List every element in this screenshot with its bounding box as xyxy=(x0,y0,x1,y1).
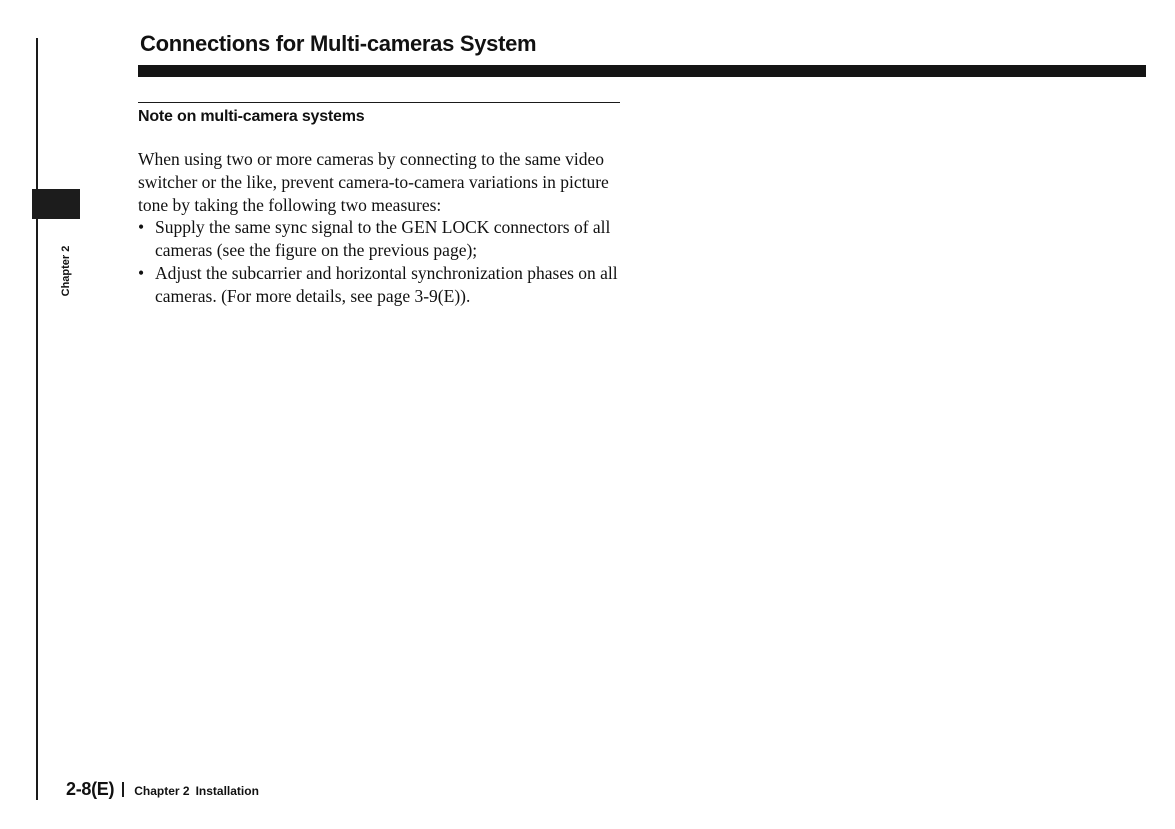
list-item: • Adjust the subcarrier and horizontal synchronization phases on all cameras. (For more details, see page 3-9(E)). xyxy=(138,262,628,308)
chapter-tab-marker xyxy=(32,189,80,219)
section-body xyxy=(138,148,628,308)
page-number: 2-8(E) xyxy=(66,779,115,799)
chapter-side-label: Chapter 2 xyxy=(60,245,72,297)
footer-separator xyxy=(122,782,124,797)
margin-line xyxy=(36,38,38,800)
page-footer xyxy=(66,779,259,800)
measures-list xyxy=(138,216,628,307)
title-bar xyxy=(138,65,1146,77)
footer-section: Installation xyxy=(195,784,259,798)
section-heading: Note on multi-camera systems xyxy=(138,108,365,125)
intro-paragraph: When using two or more cameras by connecting to the same video switcher or the like, prevent camera-to-camera variations in picture tone by taking the following two measures: xyxy=(138,149,609,215)
list-item: • Supply the same sync signal to the GEN LOCK connectors of all cameras (see the figure on the previous page); xyxy=(138,216,628,262)
page-title: Connections for Multi-cameras System xyxy=(140,31,537,56)
section-rule xyxy=(138,102,620,103)
footer-chapter: Chapter 2 xyxy=(134,784,190,798)
